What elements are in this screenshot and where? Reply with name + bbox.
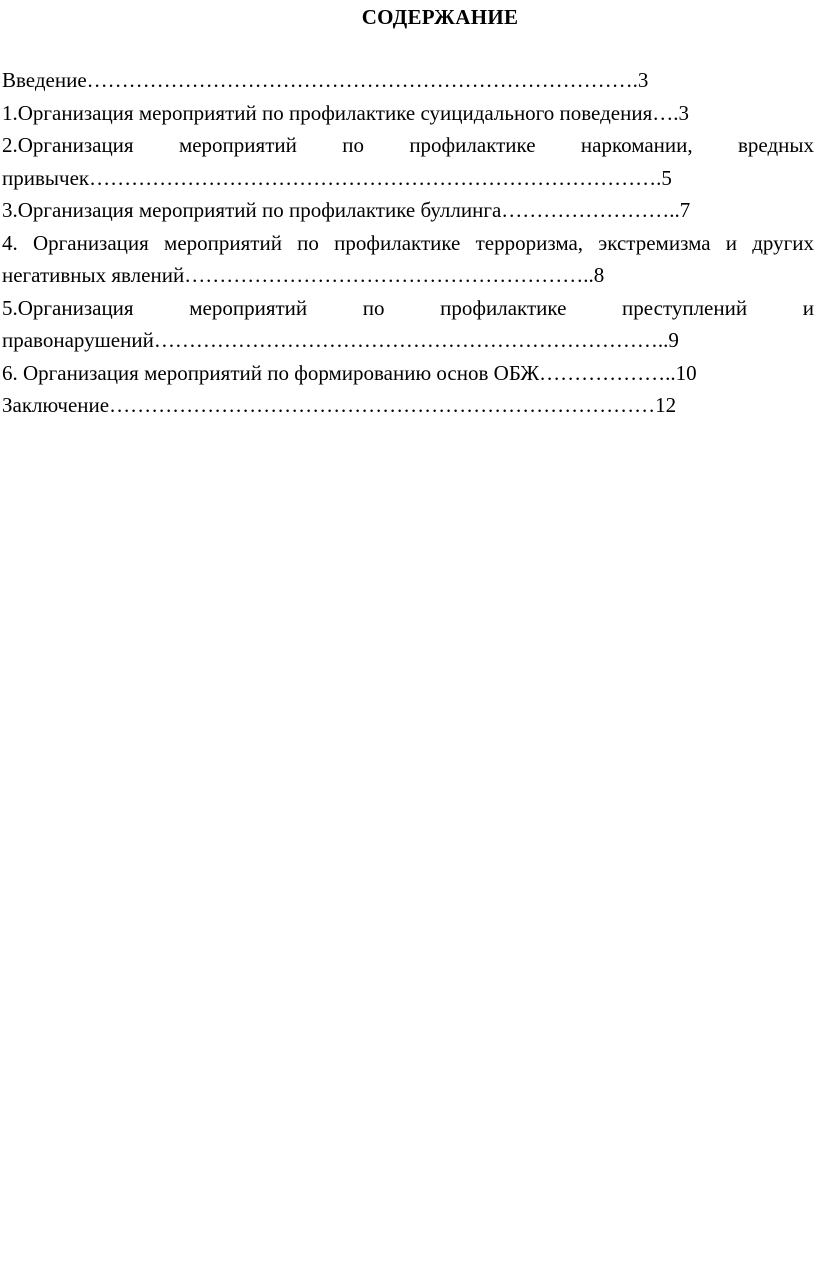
toc-entry-title: 5.Организация мероприятий по профилактике преступлений и правонарушений <box>2 295 814 352</box>
toc-entry-terrorism-prevention[interactable] <box>2 227 814 292</box>
toc-entry-leader: ……………………………………………………………………. <box>86 68 638 92</box>
page-title: СОДЕРЖАНИЕ <box>361 5 519 29</box>
toc-entry-page-number: 5 <box>661 165 672 190</box>
toc-entry-page-number: 12 <box>655 393 677 417</box>
toc-entry-title: 4. Организация мероприятий по профилактике терроризма, экстремизма и других негативных явлений <box>2 230 814 287</box>
toc-entry-page-number: 3 <box>637 68 649 92</box>
toc-entry-leader: ………………………………………………….. <box>184 263 594 287</box>
toc-entry-introduction[interactable] <box>2 64 814 97</box>
toc-entry-title: Введение <box>2 68 87 92</box>
table-of-contents <box>2 64 814 422</box>
toc-entry-title: Заключение <box>2 393 110 417</box>
toc-entry-title: 2.Организация мероприятий по профилактике наркомании, вредных привычек <box>2 133 814 190</box>
toc-entry-title: 1.Организация мероприятий по профилактике суицидального поведения <box>2 100 653 125</box>
toc-entry-leader: ………………………………………………………………………. <box>89 165 662 190</box>
toc-entry-suicide-prevention[interactable] <box>2 97 814 130</box>
toc-entry-page-number: 10 <box>675 360 697 385</box>
toc-entry-conclusion[interactable] <box>2 389 814 422</box>
toc-entry-leader: …………………………………………………………………… <box>109 393 656 417</box>
toc-entry-leader: ……………….. <box>539 360 676 385</box>
toc-entry-leader: ……………………………………………………………….. <box>153 328 669 352</box>
toc-entry-page-number: 9 <box>668 328 679 352</box>
toc-entry-page-number: 8 <box>593 263 605 287</box>
toc-entry-leader: …………………….. <box>501 198 680 222</box>
toc-entry-page-number: 3 <box>678 100 689 125</box>
toc-entry-safety-basics[interactable] <box>2 357 814 390</box>
toc-entry-crime-prevention[interactable] <box>2 292 814 357</box>
toc-entry-title: 6. Организация мероприятий по формированию основ ОБЖ <box>2 360 540 385</box>
toc-entry-bullying-prevention[interactable] <box>2 194 814 227</box>
toc-entry-title: 3.Организация мероприятий по профилактике буллинга <box>2 198 502 222</box>
toc-entry-page-number: 7 <box>679 198 691 222</box>
toc-entry-leader: …. <box>652 100 679 125</box>
toc-entry-drug-prevention[interactable] <box>2 129 814 194</box>
